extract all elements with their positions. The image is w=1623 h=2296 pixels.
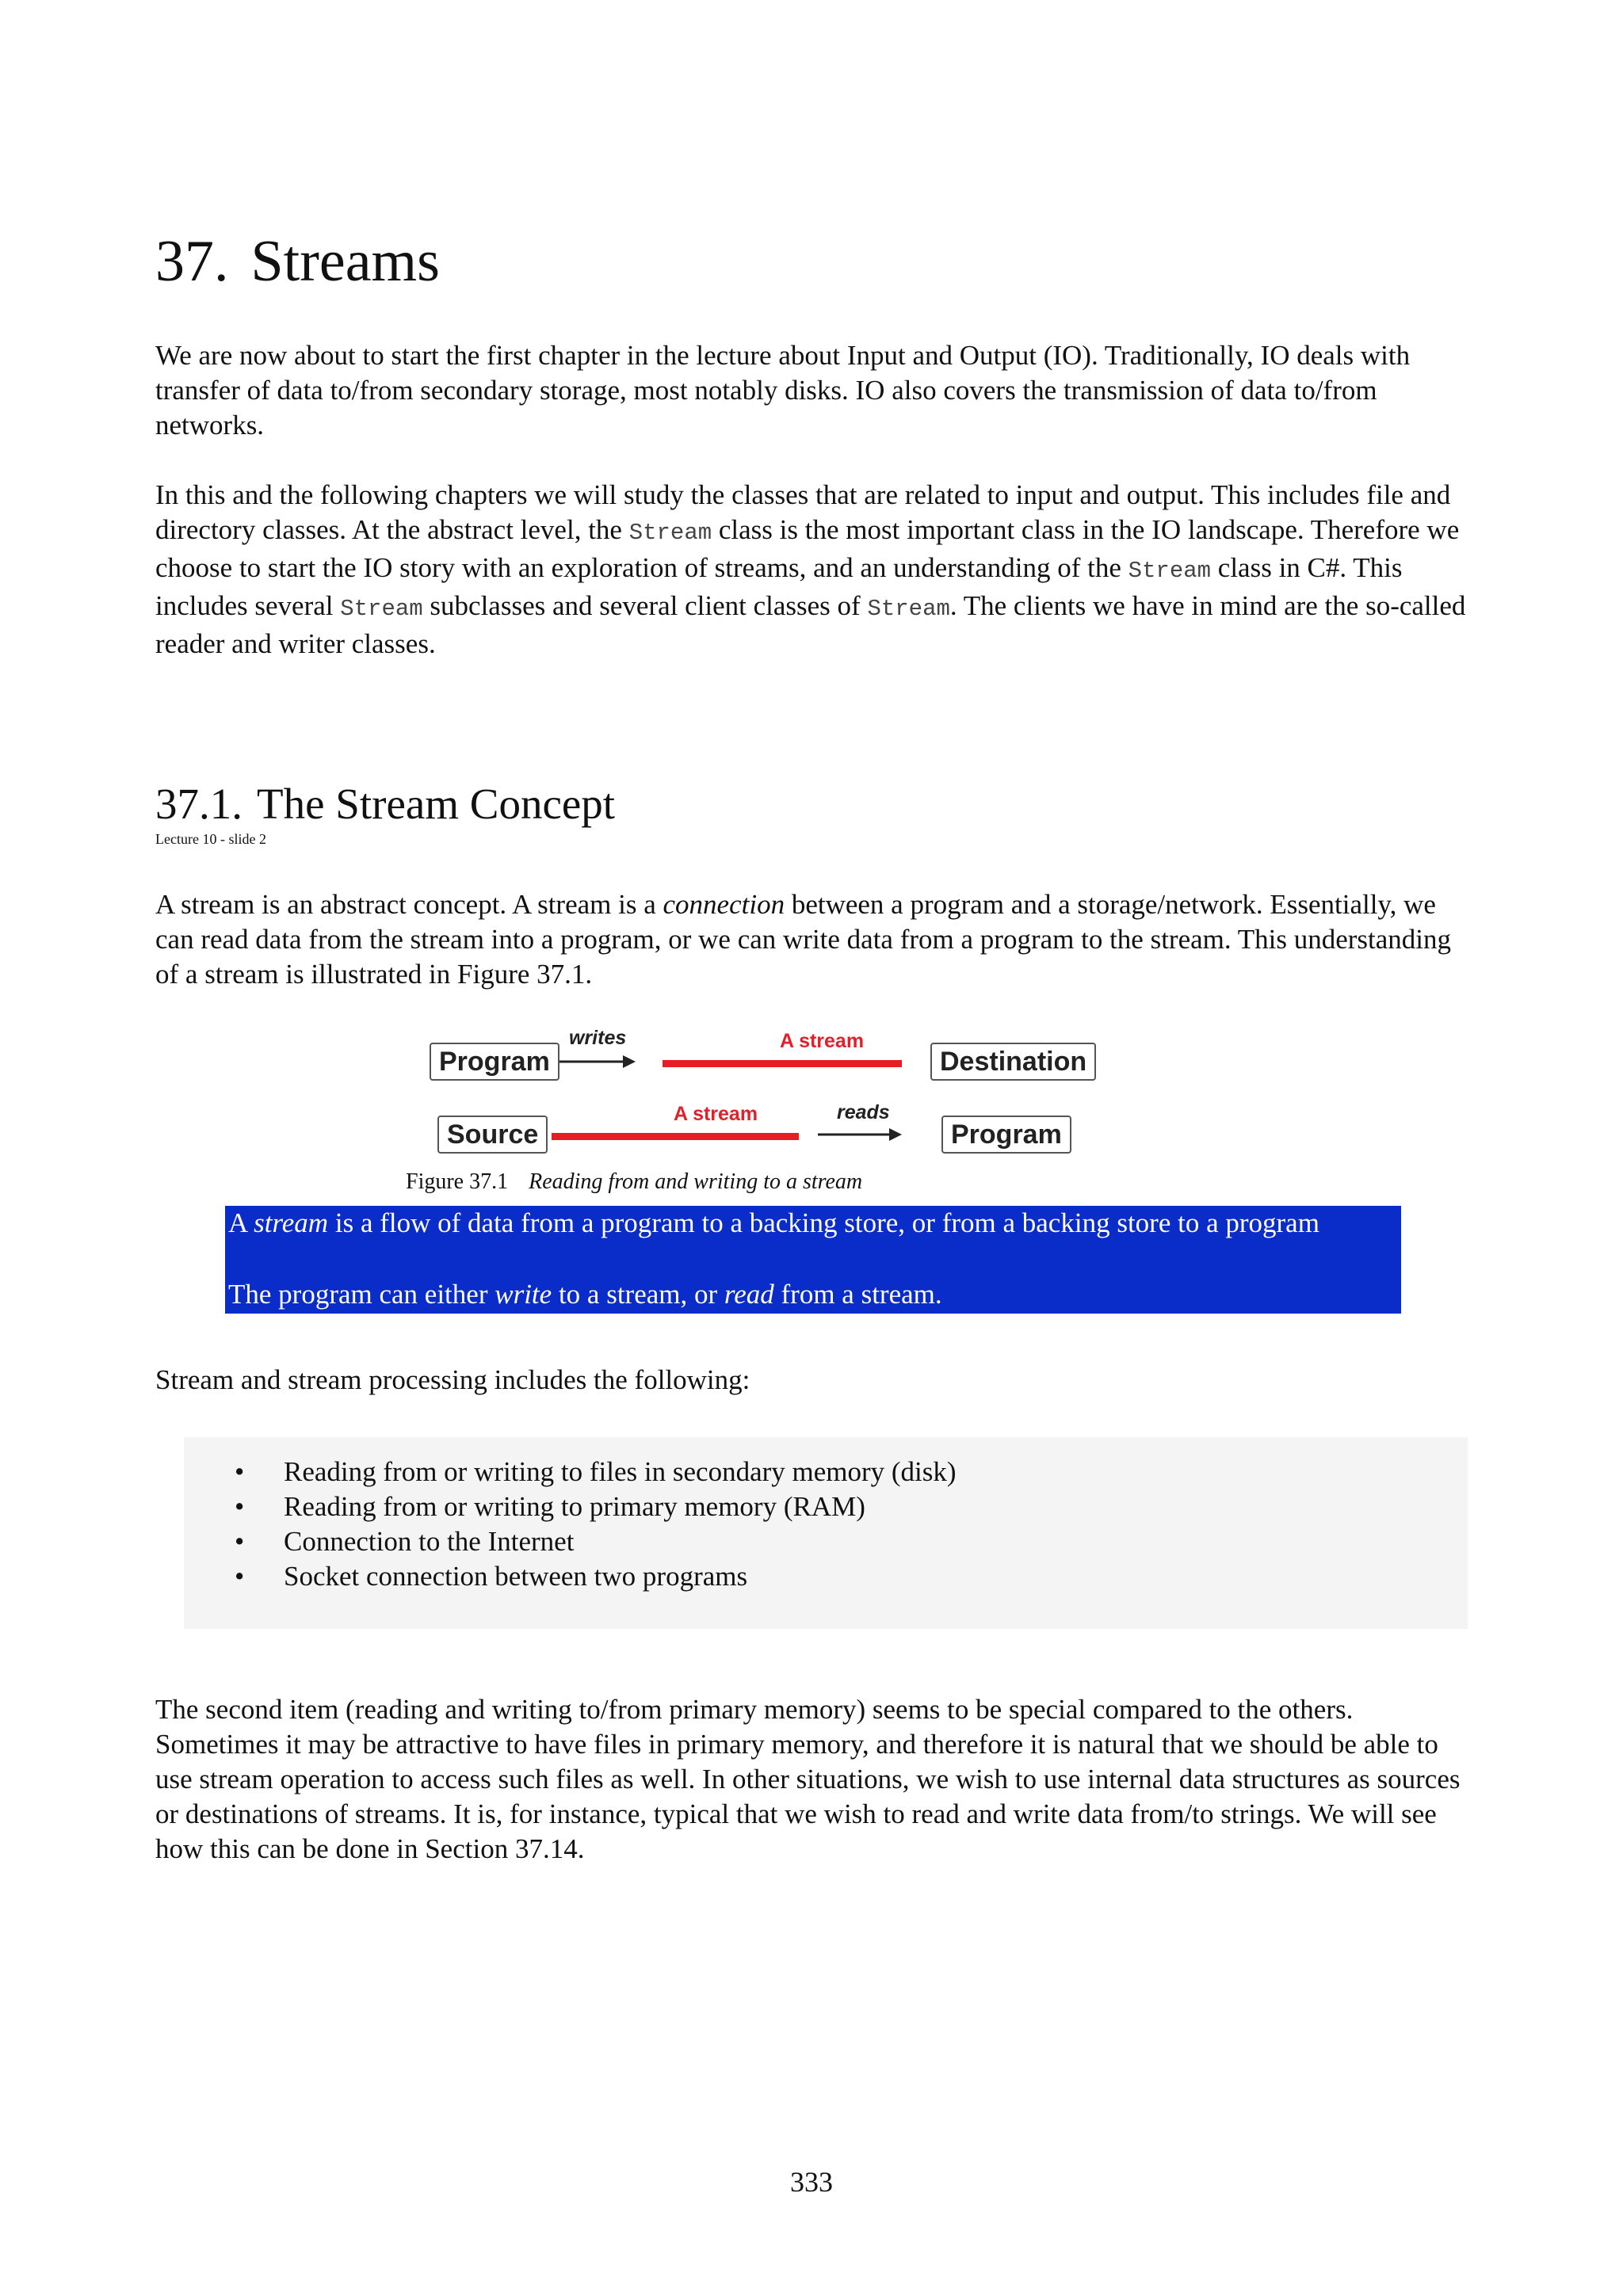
section-title: The Stream Concept xyxy=(257,780,616,829)
highlight-line-2 xyxy=(228,1277,1398,1312)
code-stream: Stream xyxy=(628,520,712,547)
emphasis-write: write xyxy=(495,1278,552,1310)
destination-box: Destination xyxy=(930,1043,1096,1081)
bullet-list xyxy=(184,1455,1468,1594)
list-item xyxy=(184,1559,1468,1594)
closing-paragraph: The second item (reading and writing to/from primary memory) seems to be special compared to the others. Sometimes it may be attractive to have files in primary memory, and therefore it is natural that we should be able to use stream operation to access such files as well. In other situations, we wish to use internal data structures as sources or destinations of streams. It is, for instance, typical that we wish to read and write data from/to strings. We will see how this can be done in Section 37.14. xyxy=(155,1693,1461,1864)
chapter-paragraph-2 xyxy=(155,478,1471,662)
text-span: A stream is an abstract concept. A stream is a xyxy=(155,888,663,920)
emphasis-read: read xyxy=(724,1278,774,1310)
code-stream: Stream xyxy=(1128,558,1212,585)
code-stream: Stream xyxy=(340,596,423,623)
text-span: between a program and a storage/network. Essentially, we can read data from the stream into a program, or we can write data from a program to the stream. This understanding of a stream is illustrated in Figure 37.1. xyxy=(155,888,1452,990)
figure-caption xyxy=(155,1169,1471,1195)
writes-arrow-icon xyxy=(558,1052,637,1071)
stream-label-top: A stream xyxy=(780,1029,865,1052)
highlight-line-1 xyxy=(228,1206,1398,1241)
slide-reference-link[interactable]: Lecture 10 - slide 2 xyxy=(155,830,266,847)
text-span: A xyxy=(228,1207,254,1238)
source-box: Source xyxy=(437,1116,548,1154)
chapter-number: 37. xyxy=(155,229,229,294)
program-box-top: Program xyxy=(430,1043,559,1081)
text-span: is a flow of data from a program to a backing store, or from a backing store to a program xyxy=(328,1207,1319,1238)
text-span: class in C#. This includes several xyxy=(155,552,1403,622)
page-number: 333 xyxy=(790,2166,833,2198)
bullet-icon: • xyxy=(235,1455,245,1487)
caption-text: Reading from and writing to a stream xyxy=(529,1169,863,1194)
bullet-icon: • xyxy=(235,1560,245,1592)
intro-paragraph: We are now about to start the first chapter in the lecture about Input and Output (IO). Traditionally, IO deals with transfer of data to/from secondary storage, most notably disks. IO also covers the transmission of data to/from networks. xyxy=(155,340,1411,441)
stream-figure xyxy=(155,1025,1471,1152)
bullet-list-box xyxy=(184,1437,1468,1629)
reads-label: reads xyxy=(837,1100,890,1123)
stream-label-bottom: A stream xyxy=(674,1102,758,1125)
writes-label: writes xyxy=(569,1026,627,1049)
text-span: class is the most important class in the IO landscape. Therefore we choose to start the IO story with an exploration of streams, and an understanding of the xyxy=(155,514,1460,584)
text-span: The program can either xyxy=(228,1278,495,1310)
page-content xyxy=(155,230,1471,1867)
chapter-title: Streams xyxy=(250,229,440,294)
code-stream: Stream xyxy=(867,596,950,623)
definition-highlight-box xyxy=(225,1206,1401,1314)
section-number: 37.1. xyxy=(155,780,242,829)
list-item xyxy=(184,1489,1468,1524)
list-item-text: Reading from or writing to files in secondary memory (disk) xyxy=(284,1455,957,1487)
stream-bar-bottom xyxy=(552,1133,799,1140)
text-span: . The clients we have in mind are the so-called reader and writer classes. xyxy=(155,590,1466,660)
emphasis-stream: stream xyxy=(254,1207,329,1238)
emphasis-connection: connection xyxy=(663,888,785,920)
section-heading xyxy=(155,780,1471,829)
text-span: In this and the following chapters we will study the classes that are related to input and output. This includes file and directory classes. At the abstract level, the xyxy=(155,479,1451,546)
section-paragraph xyxy=(155,887,1471,992)
reads-arrow-icon xyxy=(816,1125,903,1144)
list-item xyxy=(184,1455,1468,1489)
text-span: subclasses and several client classes of xyxy=(422,590,868,622)
chapter-heading xyxy=(155,230,1471,294)
program-box-bottom: Program xyxy=(941,1116,1071,1154)
caption-number: Figure 37.1 xyxy=(406,1169,509,1194)
text-span: to a stream, or xyxy=(552,1278,724,1310)
bullet-icon: • xyxy=(235,1525,245,1557)
list-item-text: Reading from or writing to primary memory (RAM) xyxy=(284,1490,865,1522)
list-item-text: Connection to the Internet xyxy=(284,1525,575,1557)
list-item-text: Socket connection between two programs xyxy=(284,1560,748,1592)
text-span: from a stream. xyxy=(773,1278,942,1310)
stream-bar-top xyxy=(663,1060,902,1067)
list-item xyxy=(184,1524,1468,1559)
bullet-icon: • xyxy=(235,1490,245,1522)
list-intro: Stream and stream processing includes the following: xyxy=(155,1363,750,1395)
